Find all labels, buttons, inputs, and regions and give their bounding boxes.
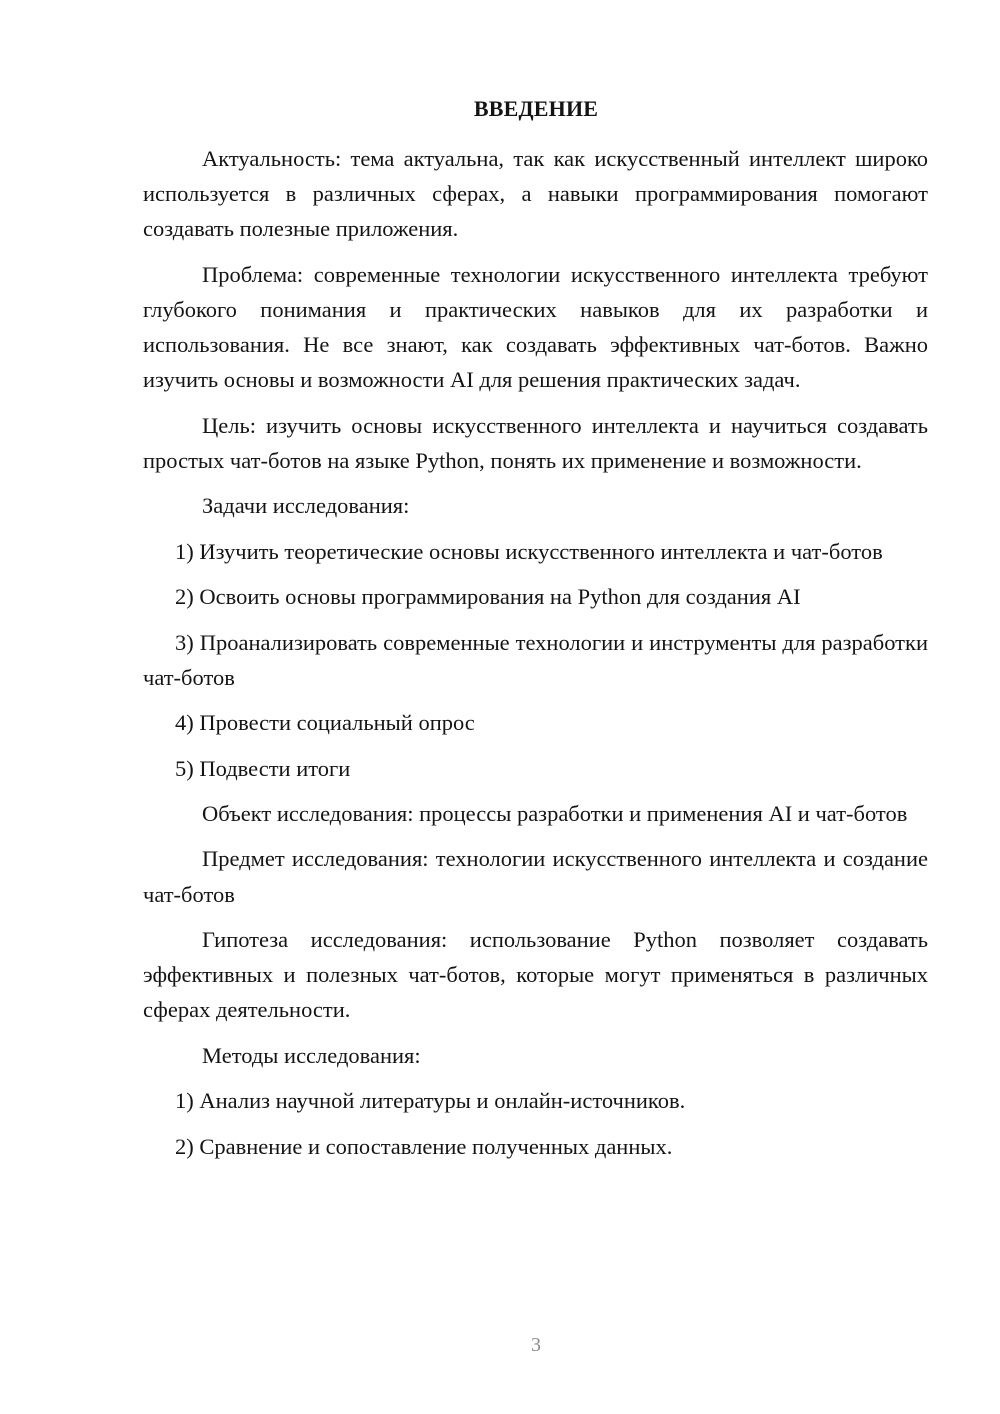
- page-number: 3: [531, 1334, 541, 1356]
- paragraph-problem: Проблема: современные технологии искусственного интеллекта требуют глубокого понимания и практических навыков для их разработки и использования. Не все знают, как создавать эффективных чат-ботов. Важно изучить основы и возможности AI для решения практических задач.: [143, 261, 928, 393]
- paragraph-goal: Цель: изучить основы искусственного интеллекта и научиться создавать простых чат-ботов на языке Python, понять их применение и возможности.: [143, 412, 928, 473]
- method-item-2: 2) Сравнение и сопоставление полученных данных.: [175, 1133, 673, 1159]
- task-item-2: 2) Освоить основы программирования на Python для создания AI: [175, 584, 801, 610]
- task-item-3: 3) Проанализировать современные технологии и инструменты для разработки чат-ботов: [143, 629, 928, 690]
- task-item-1: 1) Изучить теоретические основы искусственного интеллекта и чат-ботов: [175, 538, 883, 564]
- task-item-5: 5) Подвести итоги: [175, 755, 351, 781]
- task-item-4: 4) Провести социальный опрос: [175, 710, 475, 736]
- method-item-1: 1) Анализ научной литературы и онлайн-источников.: [175, 1088, 686, 1114]
- methods-heading: Методы исследования:: [202, 1042, 421, 1068]
- paragraph-object: Объект исследования: процессы разработки и применения AI и чат-ботов: [202, 800, 908, 826]
- tasks-heading: Задачи исследования:: [202, 493, 410, 519]
- document-body: [143, 141, 928, 1174]
- page-title: ВВЕДЕНИЕ: [473, 96, 599, 121]
- paragraph-hypothesis: Гипотеза исследования: использование Python позволяет создавать эффективных и полезных чат-ботов, которые могут применяться в различных сферах деятельности.: [143, 926, 928, 1023]
- paragraph-subject: Предмет исследования: технологии искусственного интеллекта и создание чат-ботов: [143, 846, 928, 907]
- paragraph-relevance: Актуальность: тема актуальна, так как искусственный интеллект широко используется в различных сферах, а навыки программирования помогают создавать полезные приложения.: [143, 146, 928, 242]
